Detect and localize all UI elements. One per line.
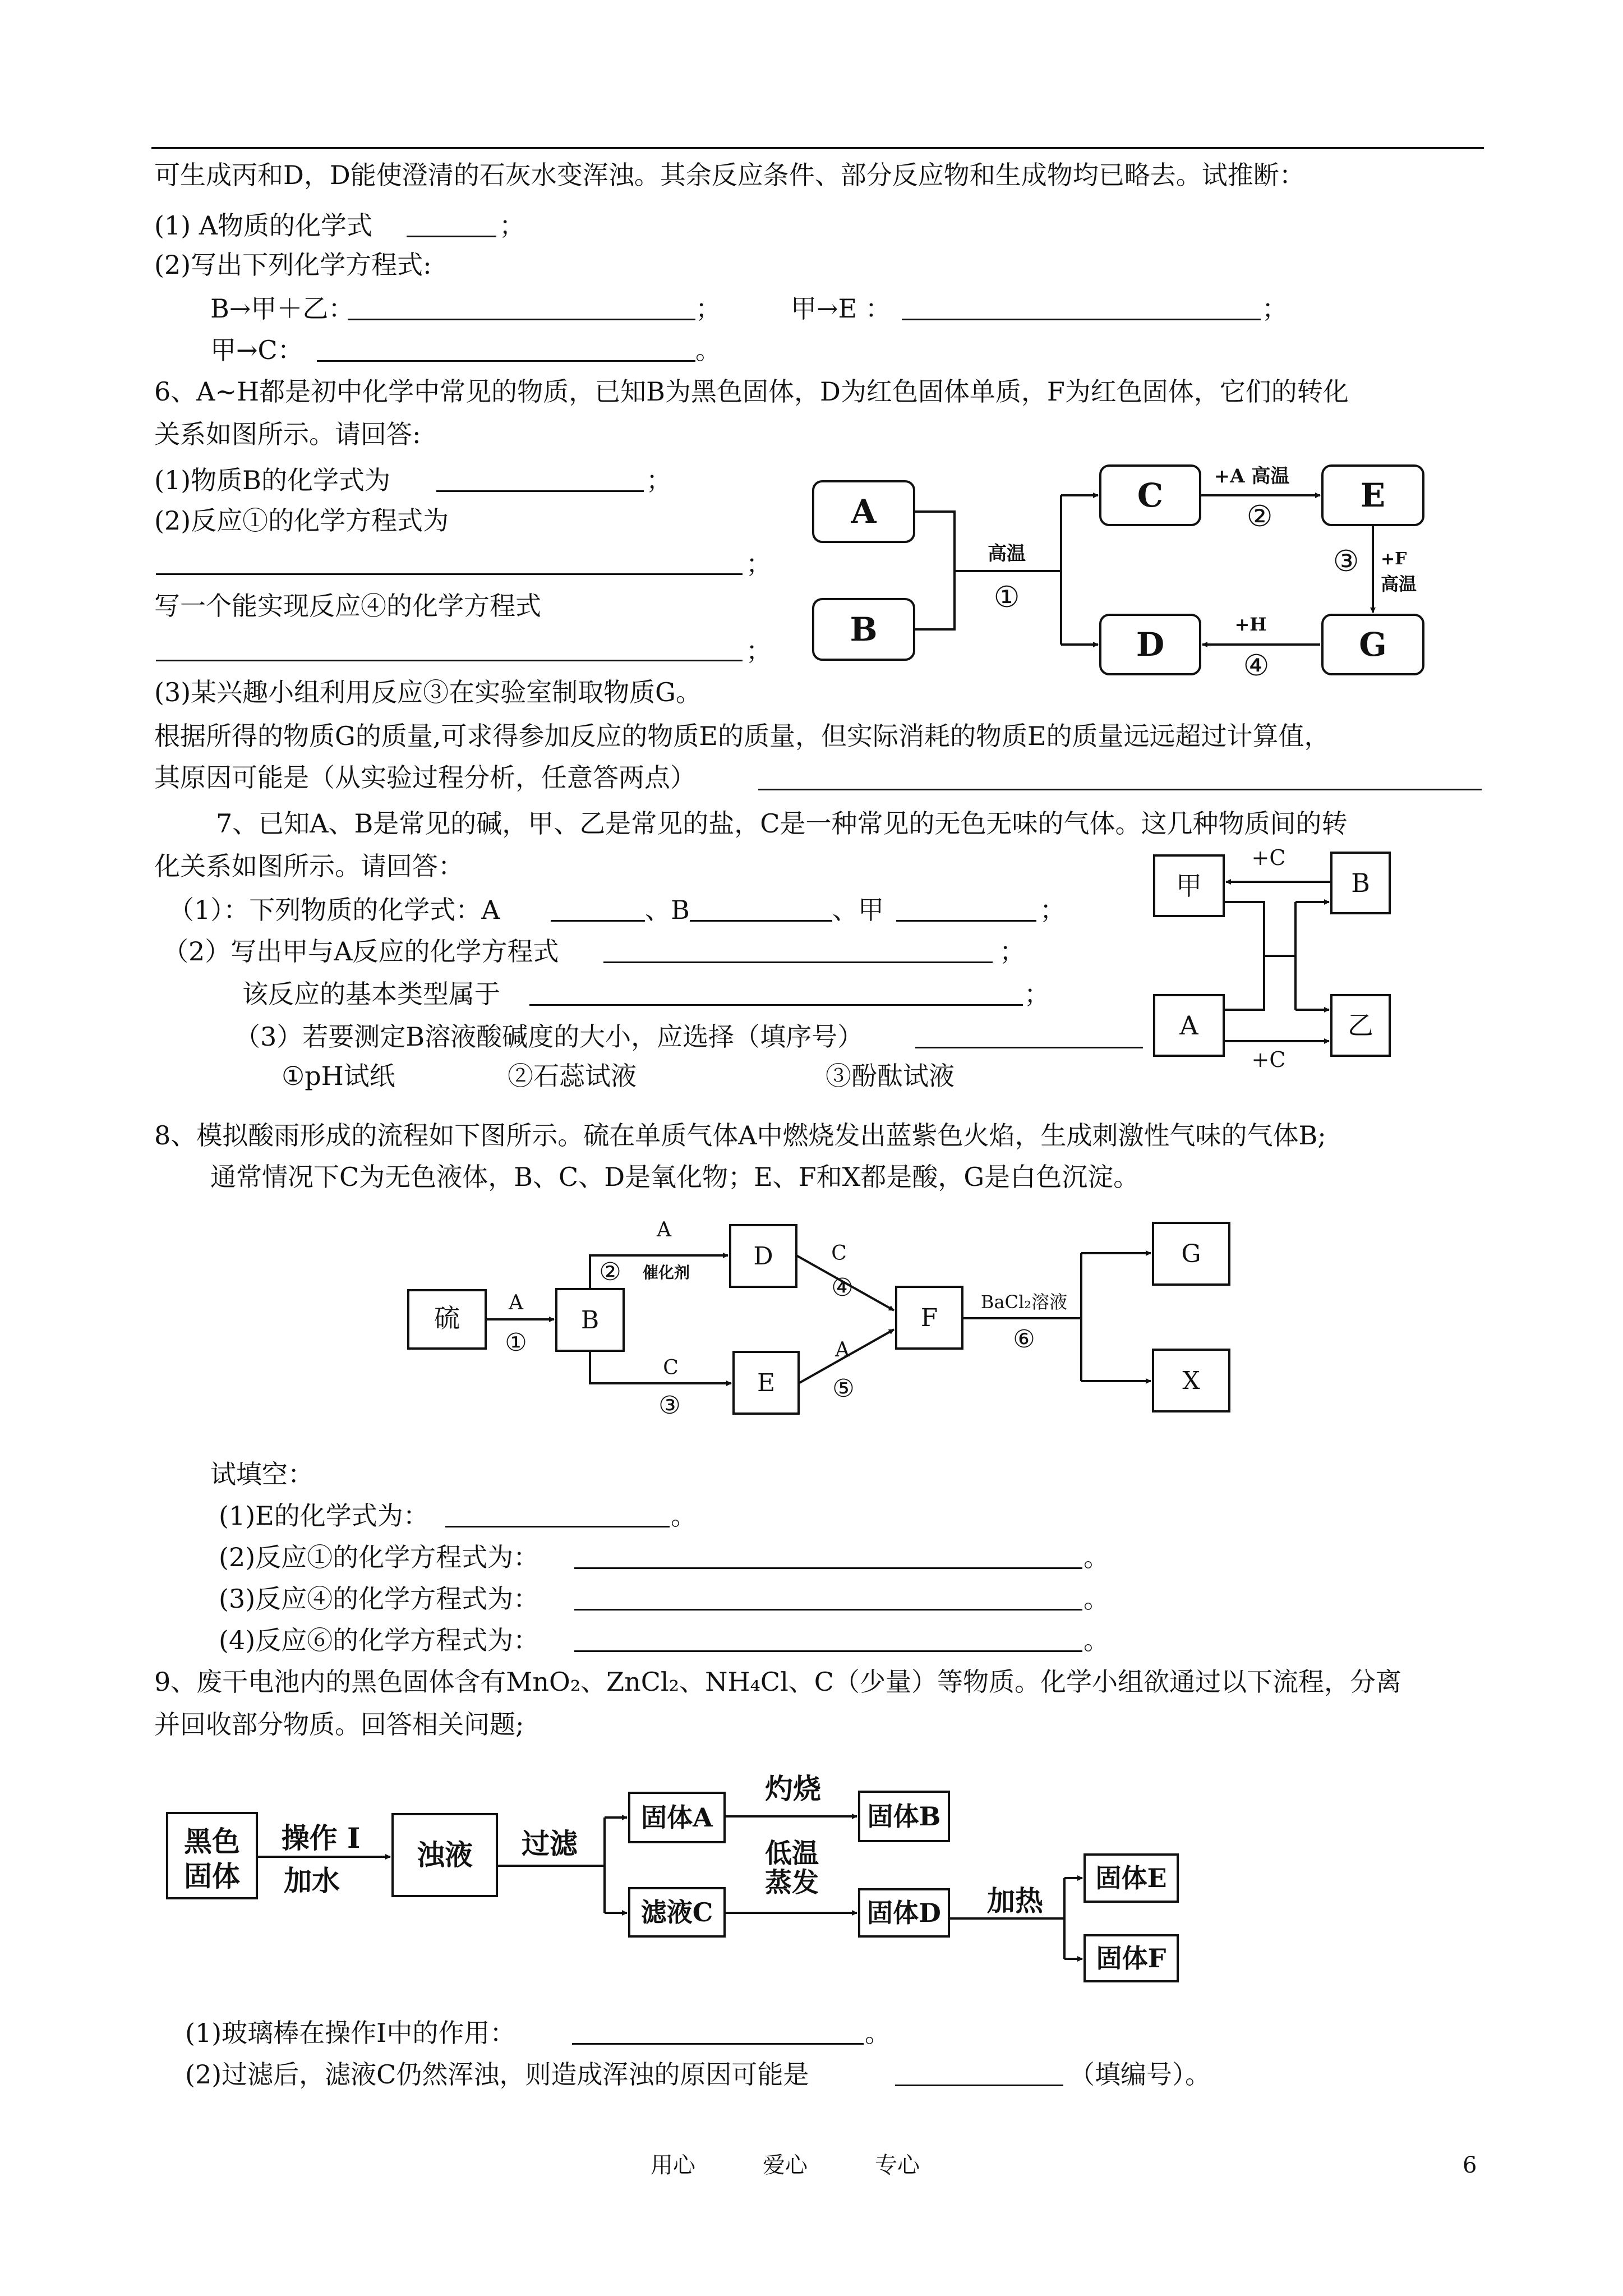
q8-stem: 通常情况下C为无色液体，B、C、D是氧化物；E、F和X都是酸，G是白色沉淀。 [210,1162,1140,1192]
cond-label: BaCl₂溶液 [980,1291,1068,1313]
cond-label: +F [1381,549,1407,569]
q8-sub3: (3)反应④的化学方程式为： [219,1584,540,1614]
reaction-number: ⑥ [1013,1325,1035,1354]
reaction-number: ① [993,581,1020,614]
svg-text:A: A [509,1291,523,1314]
node-X-label: X [1182,1366,1200,1395]
option: ②石蕊试液 [508,1061,637,1091]
q6-sub1: (1)物质B的化学式为 [154,465,390,495]
node-jia-label: 甲 [1176,871,1202,901]
q7-sub4: （3）若要测定B溶液酸碱度的大小，应选择（填序号） [234,1022,864,1052]
q7-stem: 化关系如图所示。请回答： [154,851,464,881]
svg-text:C: C [831,1242,847,1265]
equation-label: B→甲＋乙： [210,293,354,324]
node-B-label: B [580,1306,600,1335]
node-A-label: A [1179,1010,1198,1041]
reaction-number: ④ [1243,649,1270,683]
cond-label: 加热 [987,1884,1043,1917]
svg-text:滤液C: 滤液C [640,1897,713,1927]
q6-sub5: 根据所得的物质G的质量,可求得参加反应的物质E的质量，但实际消耗的物质E的质量远远超过计算值， [154,721,1330,751]
q6-sub6: 其原因可能是（从实验过程分析，任意答两点） [154,762,696,793]
cond-label: +C [1251,845,1286,870]
cond-label: 催化剂 [642,1263,690,1282]
svg-text:固体A: 固体A [641,1802,713,1833]
node-D-label: D [1136,625,1165,664]
svg-text:固体B: 固体B [867,1801,941,1832]
node-G-label: G [1181,1240,1201,1268]
node-B-label: B [850,610,878,648]
answer-blank[interactable] [895,2085,1063,2086]
q9-stem: 9、废干电池内的黑色固体含有MnO₂、ZnCl₂、NH₄Cl、C（少量）等物质。化学小组欲通过以下流程，分离 [154,1667,1401,1697]
reaction-number: ⑤ [832,1374,855,1403]
cond-label: +C [1251,1047,1286,1072]
q9-sub2: (2)过滤后，滤液C仍然浑浊，则造成浑浊的原因可能是 [185,2059,809,2090]
node-G-label: G [1359,625,1387,664]
reaction-number: ④ [831,1273,854,1302]
svg-text:C: C [663,1356,679,1379]
intro-q2: (2)写出下列化学方程式: [154,250,432,280]
svg-text:A: A [835,1338,850,1361]
cond-label: 加水 [284,1864,340,1897]
cond-label: +H [1234,614,1267,635]
q6-stem: 6、A~H都是初中化学中常见的物质，已知B为黑色固体，D为红色固体单质，F为红色固体，它们的转化 [154,376,1349,407]
q7-sub1: （1）：下列物质的化学式：A [168,895,500,925]
svg-text:黑色: 黑色 [184,1825,240,1858]
q9-stem: 并回收部分物质。回答相关问题; [154,1709,524,1740]
equation-label: 甲→E ： [791,293,891,324]
cond-label: 操作 I [281,1821,361,1855]
q6-sub2: (2)反应①的化学方程式为 [154,505,449,536]
page-number: 6 [1463,2152,1477,2178]
q9-sub1: (1)玻璃棒在操作I中的作用： [185,2018,516,2048]
node-B-label: B [1351,868,1370,898]
node-A-label: A [851,493,877,531]
q8-fill: 试填空： [210,1459,313,1489]
svg-text:固体D: 固体D [867,1898,941,1928]
cond-label: 蒸发 [764,1867,819,1898]
equation-label: 甲→C： [210,335,303,365]
q7-sub2: （2）写出甲与A反应的化学方程式 [163,936,559,967]
node-E-label: E [1360,476,1386,514]
reaction-number: ① [505,1328,527,1357]
footer-motto: 用心 爱心 专心 [651,2152,920,2178]
node-F-label: F [920,1304,938,1332]
svg-text:固体F: 固体F [1096,1943,1166,1973]
reaction-number: ② [599,1258,621,1286]
node-C-label: C [1137,476,1164,514]
answer-blank[interactable] [572,2043,864,2045]
q6-sub3: 写一个能实现反应④的化学方程式 [154,591,541,621]
reaction-number: ② [1246,500,1273,533]
node-E-label: E [757,1369,776,1397]
node-sulfur-label: 硫 [434,1303,460,1333]
node-D-label: D [753,1242,773,1271]
q6-stem: 关系如图所示。请回答: [154,419,421,449]
reaction-number: ③ [1332,545,1359,578]
intro-q1: (1) A物质的化学式 [154,210,373,241]
q8-sub1: (1)E的化学式为： [219,1501,429,1531]
node-yi-label: 乙 [1348,1010,1373,1041]
reaction-number: ③ [658,1391,681,1420]
svg-text:A: A [657,1218,671,1241]
q6-sub4: (3)某兴趣小组利用反应③在实验室制取物质G。 [154,677,702,707]
cond-label: 低温 [764,1838,819,1869]
cond-label: 过滤 [522,1827,578,1860]
svg-text:浊液: 浊液 [417,1838,473,1871]
option: ③酚酞试液 [826,1061,955,1091]
svg-text:固体E: 固体E [1095,1863,1167,1893]
q8-sub4: (4)反应⑥的化学方程式为： [219,1625,540,1655]
q8-stem: 8、模拟酸雨形成的流程如下图所示。硫在单质气体A中燃烧发出蓝紫色火焰，生成刺激性气味的气体B; [154,1120,1326,1151]
svg-text:固体: 固体 [184,1860,240,1893]
q8-sub2: (2)反应①的化学方程式为： [219,1542,540,1572]
intro-line: 可生成丙和D，D能使澄清的石灰水变浑浊。其余反应条件、部分反应物和生成物均已略去。试推断： [154,160,1305,190]
cond-label: 高温 [1381,573,1417,595]
cond-label: +A 高温 [1214,465,1290,487]
cond-label: 高温 [988,542,1026,565]
q7-stem: 7、已知A、B是常见的碱，甲、乙是常见的盐，C是一种常见的无色无味的气体。这几种物质间的转 [216,808,1348,839]
option: ①pH试纸 [282,1061,395,1091]
q7-sub3: 该反应的基本类型属于 [242,979,500,1009]
cond-label: 灼烧 [765,1772,821,1805]
